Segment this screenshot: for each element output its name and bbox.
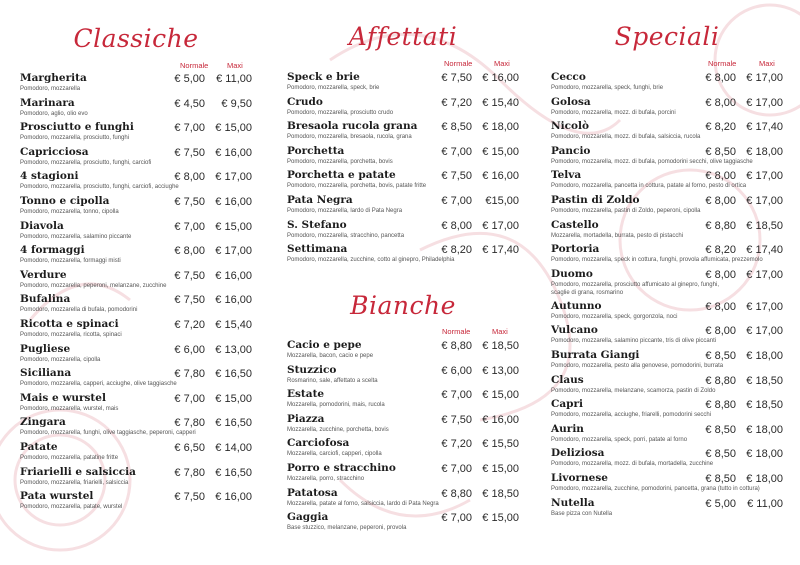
item-name: Estate — [287, 388, 325, 401]
price-normal: € 8,50 — [705, 145, 736, 158]
item-name: Pugliese — [20, 342, 71, 355]
price-maxi: € 17,00 — [746, 300, 783, 313]
item-name: Ricotta e spinaci — [20, 317, 119, 330]
item-name: Carciofosa — [287, 437, 350, 450]
price-normal: € 7,50 — [174, 491, 205, 504]
item-name: Livornese — [551, 471, 608, 484]
price-maxi: € 17,00 — [746, 268, 783, 281]
item-description: Pomodoro, mozzarella, cipolla — [20, 356, 101, 363]
menu-item — [20, 441, 252, 466]
price-normal: € 7,00 — [174, 220, 205, 233]
price-normal: € 7,50 — [174, 269, 205, 282]
item-description: Pomodoro, mozzarella, salamino piccante — [20, 233, 132, 240]
menu-item — [551, 324, 783, 349]
price-maxi: € 17,00 — [482, 219, 519, 232]
price-normal: € 7,00 — [441, 145, 472, 158]
item-description: Pomodoro, mozzarella, porchetta, bovis, patate fritte — [287, 183, 427, 190]
price-header-maxi: Maxi — [227, 61, 243, 70]
menu-list-classiche — [20, 72, 252, 515]
price-normal: € 8,00 — [441, 219, 472, 232]
section-title-speciali: Speciali — [614, 22, 720, 51]
item-description: Pomodoro, mozzarella, friarielli, salsiccia — [20, 479, 129, 486]
price-maxi: € 17,40 — [746, 121, 783, 134]
menu-item — [20, 466, 252, 491]
item-name: Burrata Giangi — [551, 348, 640, 361]
price-normal: € 8,80 — [441, 487, 472, 500]
item-name: Friarielli e salsiccia — [20, 465, 136, 478]
item-description: Pomodoro, mozzarella, melanzane, scamorza, pastin di Zoldo — [551, 387, 716, 394]
price-normal: € 8,00 — [705, 194, 736, 207]
item-description: Pomodoro, aglio, olio evo — [20, 110, 88, 117]
price-normal: € 7,50 — [441, 413, 472, 426]
menu-item — [287, 413, 519, 438]
price-maxi: € 17,00 — [746, 96, 783, 109]
item-name: Stuzzico — [287, 363, 337, 376]
item-description: Pomodoro, mozzarella, tonno, cipolla — [20, 208, 119, 215]
item-description: Base pizza con Nutella — [551, 510, 613, 517]
item-description: Pomodoro, mozzarella, pesto alla genovese, pomodorini, burrata — [551, 362, 724, 369]
menu-item — [287, 219, 519, 244]
price-normal: € 7,50 — [174, 195, 205, 208]
item-description: Pomodoro, mozzarella, speck, brie — [287, 85, 380, 91]
price-normal: € 8,50 — [705, 472, 736, 485]
item-description: Pomodoro, mozzarella, patate, wurstel — [20, 504, 123, 511]
item-description: Pomodoro, mozzarella, mozz. di bufala, mortadella, zucchine — [551, 461, 714, 468]
price-normal: € 6,50 — [174, 441, 205, 454]
section-title-classiche: Classiche — [73, 24, 199, 53]
menu-item — [287, 339, 519, 364]
item-name: Piazza — [287, 412, 325, 425]
price-normal: € 7,20 — [441, 96, 472, 109]
price-maxi: € 17,00 — [746, 72, 783, 84]
item-description: Pomodoro, mozzarella, patatine fritte — [20, 454, 119, 461]
item-name: Cecco — [551, 71, 586, 83]
price-normal: € 7,50 — [174, 146, 205, 159]
price-maxi: € 18,50 — [746, 399, 783, 412]
price-normal: € 8,20 — [705, 121, 736, 134]
item-description: Pomodoro, mozzarella, peperoni, melanzane, zucchine — [20, 282, 167, 289]
item-description: Mozzarella, mortadella, burrata, pesto di pistacchi — [551, 232, 684, 239]
price-normal: € 8,20 — [441, 244, 472, 257]
price-maxi: € 9,50 — [221, 97, 252, 110]
item-description: Pomodoro, mozzarella, capperi, acciughe, olive taggiasche — [20, 381, 177, 388]
item-name: Portoria — [551, 243, 600, 256]
price-normal: € 8,20 — [705, 244, 736, 257]
price-maxi: € 15,50 — [482, 438, 519, 451]
item-name: Pastin di Zoldo — [551, 193, 640, 206]
price-header-normal: Normale — [444, 59, 473, 68]
menu-item — [20, 170, 252, 195]
price-normal: € 7,50 — [174, 294, 205, 307]
item-name: Vulcano — [551, 324, 598, 337]
item-name: Capricciosa — [20, 145, 89, 158]
price-maxi: € 18,00 — [746, 423, 783, 436]
price-maxi: € 18,50 — [482, 340, 519, 352]
item-description: Pomodoro, mozzarella, speck, funghi, brie — [551, 85, 664, 91]
price-maxi: € 18,00 — [482, 121, 519, 134]
item-description-line2: scaglie di grana, rosmarino — [551, 289, 624, 296]
price-maxi: € 16,00 — [215, 269, 252, 282]
menu-item — [287, 194, 519, 219]
item-name: Bufalina — [20, 293, 71, 306]
menu-item — [20, 220, 252, 245]
price-normal: € 7,00 — [174, 122, 205, 135]
item-description: Pomodoro, mozzarella, bresaola, rucola, grana — [287, 134, 412, 141]
price-maxi: € 15,40 — [482, 96, 519, 109]
item-name: Patate — [20, 440, 58, 453]
item-description: Pomodoro, mozzarella, porchetta, bovis — [287, 158, 393, 165]
item-description: Pomodoro, mozzarella, prosciutto crudo — [287, 109, 394, 116]
item-name: Siciliana — [20, 367, 72, 380]
price-maxi: € 18,00 — [746, 448, 783, 461]
section-title-affettati: Affettati — [348, 22, 458, 51]
price-maxi: € 17,00 — [746, 194, 783, 207]
menu-item — [287, 388, 519, 413]
item-description: Mozzarella, zucchine, porchetta, bovis — [287, 426, 389, 433]
price-maxi: € 17,40 — [746, 244, 783, 257]
price-normal: € 8,00 — [174, 245, 205, 258]
item-name: Porchetta — [287, 144, 345, 157]
price-maxi: € 18,50 — [746, 219, 783, 232]
price-maxi: € 16,00 — [215, 146, 252, 159]
menu-item — [20, 97, 252, 122]
price-normal: € 7,20 — [441, 438, 472, 451]
item-name: Speck e brie — [287, 71, 360, 83]
menu-item — [287, 120, 519, 145]
menu-item — [551, 71, 783, 96]
menu-item — [551, 243, 783, 268]
price-normal: € 8,00 — [705, 170, 736, 183]
price-maxi: € 16,00 — [482, 72, 519, 84]
menu-item — [20, 269, 252, 294]
menu-item — [551, 169, 783, 194]
item-name: 4 formaggi — [20, 244, 85, 257]
price-maxi: € 16,00 — [482, 413, 519, 426]
item-name: Castello — [551, 218, 599, 231]
item-name: Zingara — [20, 416, 66, 429]
menu-item — [551, 219, 783, 244]
menu-item — [551, 145, 783, 170]
item-name: Capri — [551, 398, 584, 411]
price-maxi: € 18,00 — [746, 349, 783, 362]
menu-item — [20, 318, 252, 343]
price-maxi: € 16,50 — [215, 368, 252, 381]
menu-item — [20, 367, 252, 392]
menu-item — [20, 146, 252, 171]
price-normal: € 7,80 — [174, 417, 205, 430]
item-name: Margherita — [20, 72, 87, 84]
item-description: Pomodoro, mozzarella, acciughe, friarelli, pomodorini secchi — [551, 412, 712, 419]
item-description: Mozzarella, pomodorini, mais, rucola — [287, 402, 385, 409]
menu-item — [551, 497, 783, 522]
item-name: Aurin — [551, 422, 584, 435]
price-normal: € 8,00 — [705, 325, 736, 338]
price-normal: € 8,80 — [441, 340, 472, 352]
item-description: Pomodoro, mozzarella, zucchine, pomodorini, pancetta, grana (tutto in cottura) — [551, 485, 760, 492]
item-description: Pomodoro, mozzarella, mozz. di bufala, salsiccia, rucola — [551, 134, 701, 141]
price-maxi: € 17,00 — [746, 170, 783, 183]
item-description: Mozzarella, carciofi, capperi, cipolla — [287, 451, 382, 458]
menu-item — [551, 374, 783, 399]
item-description: Mozzarella, bacon, cacio e pepe — [287, 353, 374, 359]
price-normal: € 5,00 — [174, 73, 205, 85]
item-name: Prosciutto e funghi — [20, 121, 134, 134]
menu-item — [551, 349, 783, 374]
price-normal: € 8,80 — [705, 374, 736, 387]
menu-item — [287, 145, 519, 170]
price-maxi: € 15,00 — [215, 122, 252, 135]
item-description: Rosmarino, sale, affettato a scelta — [287, 377, 378, 384]
menu-item — [551, 398, 783, 423]
item-description: Pomodoro, mozzarella, zucchine, cotto al ginepro, Philadelphia — [287, 257, 455, 264]
item-name: Mais e wurstel — [20, 391, 106, 404]
menu-item — [20, 343, 252, 368]
price-maxi: € 16,00 — [215, 195, 252, 208]
price-normal: € 7,50 — [441, 72, 472, 84]
menu-item — [287, 511, 519, 536]
price-maxi: € 17,00 — [746, 325, 783, 338]
item-name: S. Stefano — [287, 218, 347, 231]
price-normal: € 8,50 — [705, 349, 736, 362]
price-maxi: €15,00 — [485, 194, 519, 207]
price-maxi: € 11,00 — [747, 497, 783, 510]
menu-item — [287, 462, 519, 487]
menu-item — [551, 300, 783, 325]
price-normal: € 7,00 — [174, 392, 205, 405]
price-maxi: € 15,00 — [215, 220, 252, 233]
item-name: Bresaola rucola grana — [287, 120, 418, 133]
price-maxi: € 13,00 — [482, 364, 519, 377]
item-description: Pomodoro, mozzarella, salamino piccante, tris di olive piccanti — [551, 338, 717, 345]
price-normal: € 7,00 — [441, 462, 472, 475]
price-normal: € 8,00 — [174, 171, 205, 184]
price-normal: € 8,50 — [705, 423, 736, 436]
price-maxi: € 17,40 — [482, 244, 519, 257]
menu-item — [287, 169, 519, 194]
item-description: Pomodoro, mozzarella, lardo di Pata Negra — [287, 207, 403, 214]
item-description: Pomodoro, mozzarella, speck in cottura, funghi, provola affumicata, prezzemolo — [551, 257, 763, 264]
item-name: Patatosa — [287, 486, 338, 499]
item-name: Tonno e cipolla — [20, 194, 110, 207]
menu-item — [20, 195, 252, 220]
item-description: Base stuzzico, melanzane, peperoni, provola — [287, 525, 407, 532]
price-normal: € 7,00 — [441, 389, 472, 402]
price-normal: € 8,80 — [705, 219, 736, 232]
price-maxi: € 15,00 — [482, 389, 519, 402]
item-name: Verdure — [20, 268, 67, 281]
item-description: Pomodoro, mozzarella di bufala, pomodorini — [20, 307, 138, 314]
item-description: Pomodoro, mozzarella, pancetta in cottura, patate al forno, pesto di ortica — [551, 183, 747, 190]
menu-item — [20, 72, 252, 97]
section-title-bianche: Bianche — [350, 291, 456, 320]
menu-list-speciali — [551, 71, 783, 521]
menu-item — [551, 268, 783, 300]
menu-item — [20, 244, 252, 269]
price-header-maxi: Maxi — [494, 59, 510, 68]
menu-item — [287, 487, 519, 512]
item-name: 4 stagioni — [20, 170, 79, 183]
price-maxi: € 16,00 — [215, 294, 252, 307]
price-normal: € 8,80 — [705, 399, 736, 412]
item-description: Pomodoro, mozzarella, mozz. di bufala, pomodorini secchi, olive taggiasche — [551, 158, 753, 165]
price-header-maxi: Maxi — [759, 59, 775, 68]
price-header-normal: Normale — [180, 61, 209, 70]
item-name: Pata Negra — [287, 193, 353, 206]
price-maxi: € 17,00 — [215, 171, 252, 184]
price-normal: € 7,20 — [174, 318, 205, 331]
price-maxi: € 16,50 — [215, 466, 252, 479]
item-name: Duomo — [551, 267, 593, 280]
price-maxi: € 15,00 — [482, 145, 519, 158]
menu-item — [551, 96, 783, 121]
price-normal: € 7,80 — [174, 368, 205, 381]
price-maxi: € 16,50 — [215, 417, 252, 430]
item-name: Telva — [551, 169, 582, 182]
menu-item — [551, 472, 783, 497]
price-header-normal: Normale — [708, 59, 737, 68]
item-name: Golosa — [551, 95, 591, 108]
price-normal: € 4,50 — [174, 97, 205, 110]
price-normal: € 7,50 — [441, 170, 472, 183]
item-description: Pomodoro, mozzarella, speck, porri, patate al forno — [551, 436, 688, 443]
price-normal: € 7,00 — [441, 194, 472, 207]
item-description: Pomodoro, mozzarella, formaggi misti — [20, 258, 121, 265]
price-normal: € 6,00 — [441, 364, 472, 377]
item-description: Pomodoro, mozzarella, prosciutto affumicato al ginepro, funghi, — [551, 281, 719, 288]
menu-item — [287, 243, 519, 268]
item-description: Pomodoro, mozzarella, mozz. di bufala, porcini — [551, 109, 676, 116]
item-name: Nicolò — [551, 120, 589, 133]
menu-list-affettati — [287, 71, 519, 268]
item-name: Diavola — [20, 219, 64, 232]
item-name: Deliziosa — [551, 447, 605, 460]
menu-item — [20, 293, 252, 318]
price-maxi: € 16,00 — [482, 170, 519, 183]
item-description: Pomodoro, mozzarella, prosciutto, funghi — [20, 135, 130, 142]
item-name: Settimana — [287, 243, 348, 256]
price-maxi: € 17,00 — [215, 245, 252, 258]
item-description: Pomodoro, mozzarella, prosciutto, funghi, carciofi, acciughe — [20, 184, 179, 191]
item-description: Pomodoro, mozzarella, pastin di Zoldo, peperoni, cipolla — [551, 207, 701, 214]
menu-item — [287, 71, 519, 96]
price-maxi: € 15,00 — [482, 512, 519, 525]
price-normal: € 7,80 — [174, 466, 205, 479]
item-description: Pomodoro, mozzarella, prosciutto, funghi, carciofi — [20, 159, 152, 166]
menu-item — [287, 96, 519, 121]
price-maxi: € 18,00 — [746, 145, 783, 158]
item-name: Autunno — [551, 299, 602, 312]
price-normal: € 8,50 — [705, 448, 736, 461]
menu-item — [287, 437, 519, 462]
price-normal: € 6,00 — [174, 343, 205, 356]
menu-item — [20, 490, 252, 515]
price-maxi: € 18,50 — [746, 374, 783, 387]
item-name: Crudo — [287, 95, 323, 108]
price-header-maxi: Maxi — [492, 327, 508, 336]
menu-item — [20, 121, 252, 146]
menu-list-bianche — [287, 339, 519, 536]
price-maxi: € 18,00 — [746, 472, 783, 485]
item-description: Mozzarella, porro, stracchino — [287, 475, 365, 482]
price-normal: € 8,50 — [441, 121, 472, 134]
menu-item — [551, 423, 783, 448]
price-normal: € 8,00 — [705, 72, 736, 84]
menu-item — [20, 392, 252, 417]
item-description: Pomodoro, mozzarella, stracchino, pancetta — [287, 232, 405, 239]
price-maxi: € 14,00 — [215, 441, 252, 454]
item-name: Cacio e pepe — [287, 339, 362, 351]
item-name: Claus — [551, 373, 584, 386]
item-name: Nutella — [551, 496, 595, 509]
price-maxi: € 16,00 — [215, 491, 252, 504]
price-maxi: € 11,00 — [216, 73, 252, 85]
price-normal: € 8,00 — [705, 96, 736, 109]
item-name: Marinara — [20, 96, 75, 109]
item-description: Mozzarella, patate al forno, salsiccia, lardo di Pata Negra — [287, 500, 439, 507]
menu-item — [551, 120, 783, 145]
item-description: Pomodoro, mozzarella — [20, 86, 81, 92]
item-description: Pomodoro, mozzarella, speck, gorgonzola, noci — [551, 313, 678, 320]
price-maxi: € 13,00 — [215, 343, 252, 356]
item-name: Gaggia — [287, 511, 329, 524]
menu-item — [287, 364, 519, 389]
item-description: Pomodoro, mozzarella, funghi, olive taggiasche, peperoni, capperi — [20, 430, 196, 437]
price-normal: € 7,00 — [441, 512, 472, 525]
price-normal: € 5,00 — [705, 497, 736, 510]
price-maxi: € 15,00 — [215, 392, 252, 405]
item-name: Porchetta e patate — [287, 169, 396, 182]
item-name: Pata wurstel — [20, 490, 94, 503]
item-name: Porro e stracchino — [287, 461, 396, 474]
price-maxi: € 15,00 — [482, 462, 519, 475]
price-normal: € 8,00 — [705, 268, 736, 281]
item-description: Pomodoro, mozzarella, ricotta, spinaci — [20, 331, 122, 338]
price-normal: € 8,00 — [705, 300, 736, 313]
item-description: Pomodoro, mozzarella, wurstel, mais — [20, 405, 119, 412]
price-maxi: € 15,40 — [215, 318, 252, 331]
price-maxi: € 18,50 — [482, 487, 519, 500]
price-header-normal: Normale — [442, 327, 471, 336]
item-name: Pancio — [551, 144, 591, 157]
menu-item — [551, 447, 783, 472]
menu-item — [551, 194, 783, 219]
menu-item — [20, 416, 252, 441]
